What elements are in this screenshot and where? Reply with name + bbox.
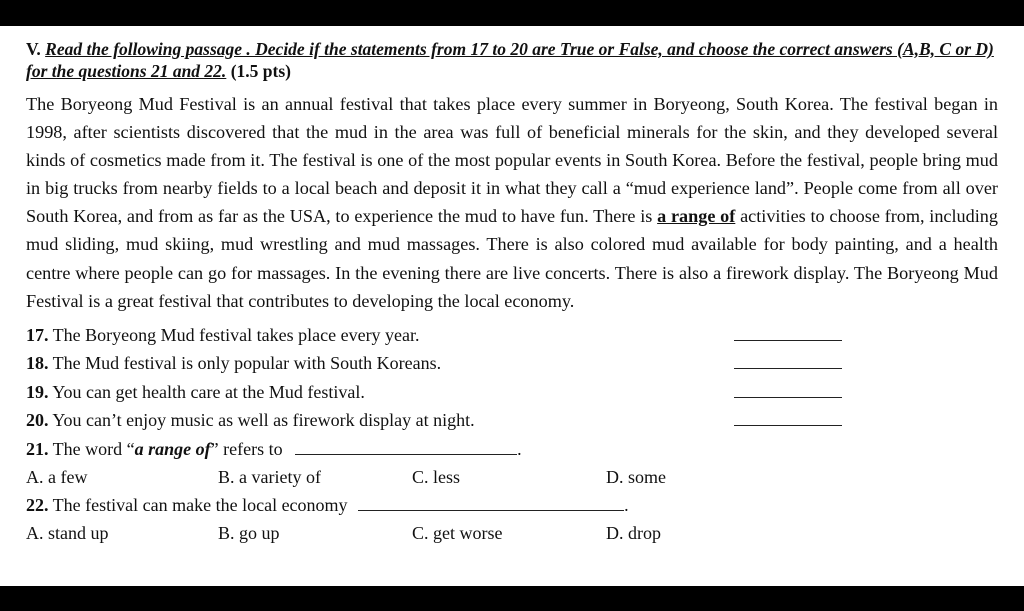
- reading-passage: [26, 90, 998, 315]
- answer-blank-18[interactable]: [734, 368, 842, 369]
- option-21-a[interactable]: A. a few: [26, 466, 88, 487]
- option-22-a[interactable]: A. stand up: [26, 522, 109, 543]
- section-heading: [26, 38, 998, 82]
- statement-text: You can get health care at the Mud festival.: [48, 381, 365, 402]
- option-21-b[interactable]: B. a variety of: [218, 466, 321, 487]
- statement-number: 19.: [26, 381, 49, 402]
- statement-number: 18.: [26, 353, 49, 374]
- options-21: [26, 463, 998, 491]
- statement-text: The Boryeong Mud festival takes place every year.: [48, 324, 420, 345]
- question-22: [26, 491, 998, 519]
- question-number: 21.: [26, 438, 49, 459]
- answer-blank-22[interactable]: [358, 496, 624, 511]
- statement-number: 20.: [26, 410, 49, 431]
- statement-20: [26, 406, 998, 435]
- statement-text: You can’t enjoy music as well as firework display at night.: [48, 410, 475, 431]
- option-22-d[interactable]: D. drop: [606, 522, 661, 543]
- answer-blank-20[interactable]: [734, 425, 842, 426]
- statement-text: The Mud festival is only popular with South Koreans.: [48, 353, 442, 374]
- statement-17: [26, 321, 998, 350]
- option-22-b[interactable]: B. go up: [218, 522, 280, 543]
- question-text-pre: The word “: [48, 438, 135, 459]
- passage-part-1: The Boryeong Mud Festival is an annual festival that takes place every summer in Boryeong, South Korea. The festival began in 1998, after scientists discovered that the mud in the area was full of beneficial minerals for the skin, and they developed several kinds of cosmetics made from it. The festival is one of the most popular events in South Korea. Before the festival, people bring mud in big trucks from nearby fields to a local beach and deposit it in what they call a “mud experience land”. People come from all over South Korea, and from as far as the USA, to experience the mud to have fun. There is: [26, 94, 998, 227]
- true-false-statements: [26, 321, 998, 435]
- question-number: 22.: [26, 494, 49, 515]
- statement-number: 17.: [26, 324, 49, 345]
- question-term: a range of: [134, 438, 211, 459]
- worksheet-page: [0, 26, 1024, 586]
- question-21: [26, 435, 998, 463]
- answer-blank-21[interactable]: [295, 440, 517, 455]
- answer-blank-19[interactable]: [734, 397, 842, 398]
- question-text-post: ” refers to: [210, 438, 283, 459]
- question-text-pre: The festival can make the local economy: [48, 494, 348, 515]
- option-21-d[interactable]: D. some: [606, 466, 666, 487]
- answer-blank-17[interactable]: [734, 340, 842, 341]
- section-points: (1.5 pts): [230, 61, 291, 81]
- statement-19: [26, 378, 998, 407]
- passage-highlight: a range of: [657, 206, 736, 227]
- question-end: .: [517, 438, 522, 459]
- question-end: .: [624, 494, 629, 515]
- options-22: [26, 519, 998, 547]
- statement-18: [26, 349, 998, 378]
- section-instruction: Read the following passage . Decide if the statements from 17 to 20 are True or False, and choose the correct answers (A,B, C or D) for the questions 21 and 22.: [26, 39, 994, 81]
- section-number: V.: [26, 39, 41, 59]
- option-21-c[interactable]: C. less: [412, 466, 461, 487]
- option-22-c[interactable]: C. get worse: [412, 522, 503, 543]
- exercise-content: [26, 38, 998, 547]
- passage-part-2: activities to choose from, including mud sliding, mud skiing, mud wrestling and mud massages. There is also colored mud available for body painting, and a health centre where people can go for massages. In the evening there are live concerts. There is also a firework display. The Boryeong Mud Festival is a great festival that contributes to developing the local economy.: [26, 206, 998, 311]
